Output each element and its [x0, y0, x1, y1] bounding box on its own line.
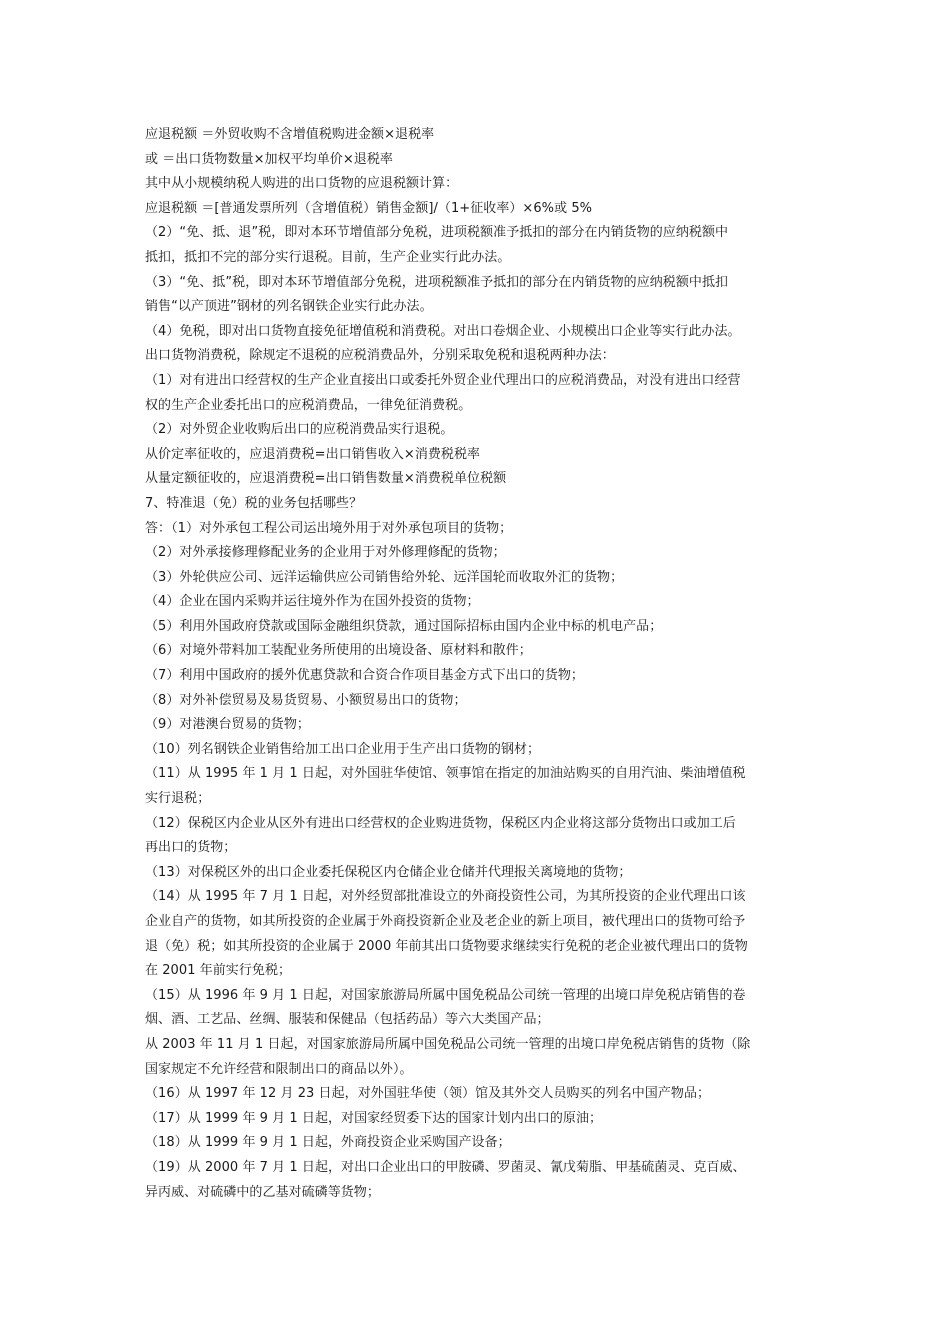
text-line: （1）对有进出口经营权的生产企业直接出口或委托外贸企业代理出口的应税消费品，对没有进出口经营 — [145, 372, 741, 388]
text-line: （8）对外补偿贸易及易货贸易、小额贸易出口的货物； — [145, 692, 467, 708]
text-line: 从 2003 年 11 月 1 日起，对国家旅游局所属中国免税品公司统一管理的出境口岸免税店销售的货物（除 — [145, 1036, 751, 1052]
text-line: 或 ＝出口货物数量×加权平均单价×退税率 — [145, 151, 393, 167]
text-line: （18）从 1999 年 9 月 1 日起，外商投资企业采购国产设备； — [145, 1135, 511, 1151]
text-line: 烟、酒、工艺品、丝绸、服装和保健品（包括药品）等六大类国产品； — [145, 1012, 550, 1028]
text-line: （16）从 1997 年 12 月 23 日起，对外国驻华使（领）馆及其外交人员购买的列名中国产物品； — [145, 1086, 711, 1102]
text-line: （7）利用中国政府的援外优惠贷款和合资合作项目基金方式下出口的货物； — [145, 668, 584, 684]
text-line: 应退税额 ＝[普通发票所列（含增值税）销售金额]/（1+征收率）×6%或 5% — [145, 200, 593, 216]
text-line: （9）对港澳台贸易的货物； — [145, 717, 310, 733]
text-line: （2）对外承接修理修配业务的企业用于对外修理修配的货物； — [145, 545, 506, 561]
text-line: （4）免税，即对出口货物直接免征增值税和消费税。对出口卷烟企业、小规模出口企业等实行此办法。 — [145, 323, 741, 339]
text-line: 实行退税； — [145, 791, 211, 807]
text-line: 其中从小规模纳税人购进的出口货物的应退税额计算： — [145, 176, 459, 192]
text-line: 从量定额征收的，应退消费税=出口销售数量×消费税单位税额 — [145, 471, 507, 487]
text-line: 在 2001 年前实行免税； — [145, 963, 292, 979]
text-line: 销售“以产顶进”钢材的列名钢铁企业实行此办法。 — [145, 299, 433, 315]
text-line: （11）从 1995 年 1 月 1 日起，对外国驻华使馆、领事馆在指定的加油站购买的自用汽油、柴油增值税 — [145, 766, 746, 782]
text-line: 权的生产企业委托出口的应税消费品，一律免征消费税。 — [145, 397, 472, 413]
text-line: （17）从 1999 年 9 月 1 日起，对国家经贸委下达的国家计划内出口的原油； — [145, 1110, 603, 1126]
text-line: （14）从 1995 年 7 月 1 日起，对外经贸部批准设立的外商投资性公司，为其所投资的企业代理出口该 — [145, 889, 746, 905]
text-line: 国家规定不允许经营和限制出口的商品以外）。 — [145, 1061, 413, 1077]
text-line: （5）利用外国政府贷款或国际金融组织贷款，通过国际招标由国内企业中标的机电产品； — [145, 618, 663, 634]
text-line: 退（免）税；如其所投资的企业属于 2000 年前其出口货物要求继续实行免税的老企业被代理出口的货物 — [145, 938, 748, 954]
text-line: 企业自产的货物，如其所投资的企业属于外商投资新企业及老企业的新上项目，被代理出口的货物可给予 — [145, 914, 746, 929]
text-line: （15）从 1996 年 9 月 1 日起，对国家旅游局所属中国免税品公司统一管理的出境口岸免税店销售的卷 — [145, 987, 746, 1003]
text-line: 异丙威、对硫磷中的乙基对硫磷等货物； — [145, 1184, 380, 1200]
text-line: （12）保税区内企业从区外有进出口经营权的企业购进货物，保税区内企业将这部分货物出口或加工后 — [145, 815, 736, 831]
question-heading: 7、特准退（免）税的业务包括哪些？ — [145, 495, 363, 511]
text-line: （2）对外贸企业收购后出口的应税消费品实行退税。 — [145, 422, 454, 438]
text-line: （6）对境外带料加工装配业务所使用的出境设备、原材料和散件； — [145, 643, 532, 659]
text-line: （4）企业在国内采购并运往境外作为在国外投资的货物； — [145, 594, 480, 610]
text-line: 答：（1）对外承包工程公司运出境外用于对外承包项目的货物； — [145, 520, 513, 536]
text-line: 从价定率征收的，应退消费税=出口销售收入×消费税税率 — [145, 446, 481, 462]
document-page — [145, 123, 813, 1205]
text-line: （13）对保税区外的出口企业委托保税区内仓储企业仓储并代理报关离境地的货物； — [145, 864, 632, 880]
text-line: 再出口的货物； — [145, 840, 237, 856]
text-line: （3）“免、抵”税，即对本环节增值部分免税，进项税额准予抵扣的部分在内销货物的应纳税额中抵扣 — [145, 274, 729, 290]
text-line: （3）外轮供应公司、远洋运输供应公司销售给外轮、远洋国轮而收取外汇的货物； — [145, 569, 624, 585]
text-line: （10）列名钢铁企业销售给加工出口企业用于生产出口货物的钢材； — [145, 741, 541, 757]
text-line: 应退税额 ＝外贸收购不含增值税购进金额×退税率 — [145, 127, 435, 142]
text-line: （2）“免、抵、退”税，即对本环节增值部分免税，进项税额准予抵扣的部分在内销货物的应纳税额中 — [145, 225, 729, 241]
text-line: 抵扣，抵扣不完的部分实行退税。目前，生产企业实行此办法。 — [145, 249, 511, 265]
text-line: 出口货物消费税，除规定不退税的应税消费品外，分别采取免税和退税两种办法： — [145, 348, 615, 364]
text-line: （19）从 2000 年 7 月 1 日起，对出口企业出口的甲胺磷、罗菌灵、氰戊菊脂、甲基硫菌灵、克百威、 — [145, 1159, 746, 1175]
